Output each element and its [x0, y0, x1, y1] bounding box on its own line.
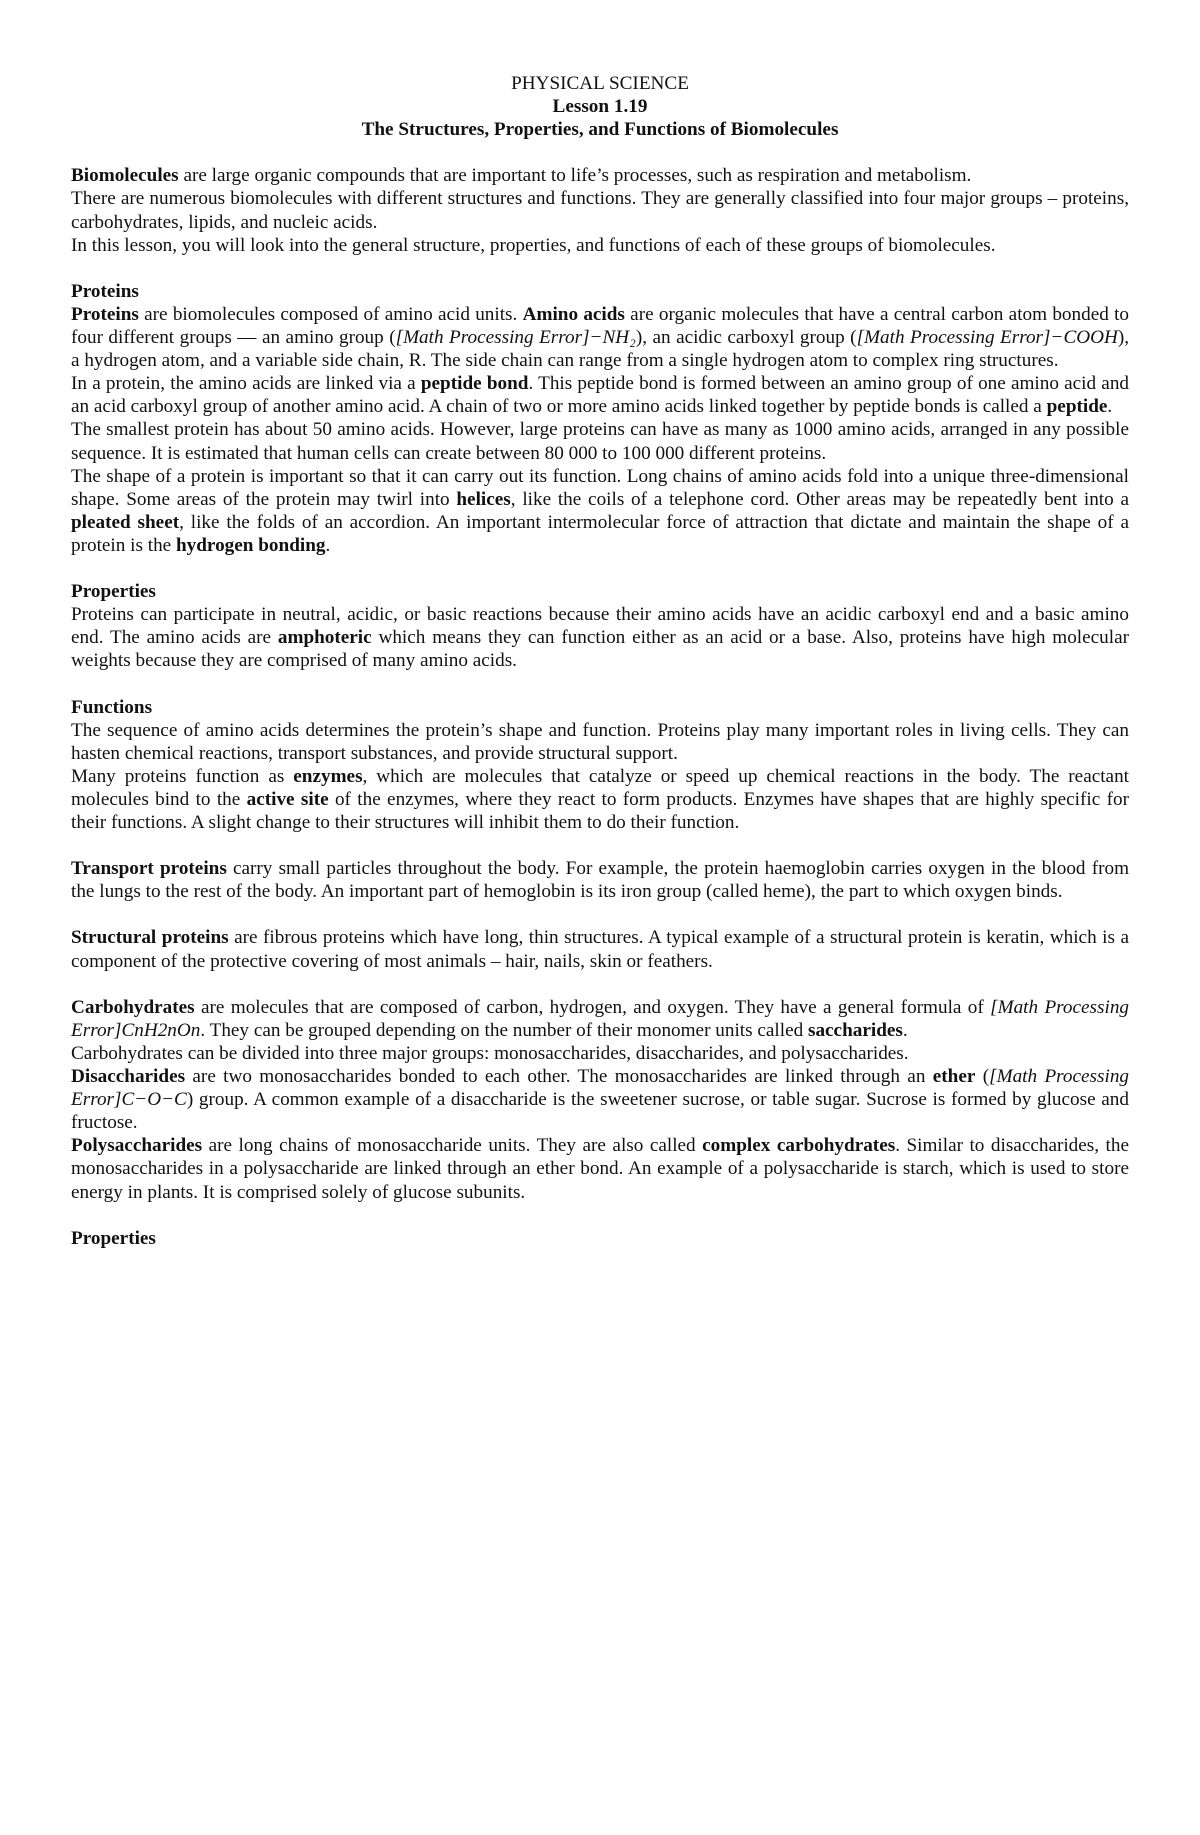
math-error-amino: [Math Processing Error]−NH₂ — [395, 327, 636, 349]
disaccharides-paragraph: Disaccharides are two monosaccharides bonded to each other. The monosaccharides are linked through an ether ([Math Processing Error]C−O−C) group. A common example of a disaccharide is the sweetener sucrose, or table sugar. Sucrose is formed by glucose and fructose. — [71, 1066, 1130, 1134]
intro-paragraph-2: There are numerous biomolecules with different structures and functions. They are generally classified into four major groups – proteins, carbohydrates, lipids, and nucleic acids. — [71, 188, 1129, 233]
transport-proteins-paragraph: Transport proteins carry small particles throughout the body. For example, the protein haemoglobin carries oxygen in the blood from the lungs to the rest of the body. An important part of hemoglobin is its iron group (called heme), the part to which oxygen binds. — [71, 858, 1129, 903]
carbohydrates-paragraph-2: Carbohydrates can be divided into three major groups: monosaccharides, disaccharides, and polysaccharides. — [71, 1042, 909, 1064]
math-error-ether: [Math Processing Error]C−O−C — [71, 1066, 1130, 1111]
intro-paragraph-3: In this lesson, you will look into the general structure, properties, and functions of each of these groups of biomolecules. — [71, 234, 996, 256]
proteins-paragraph-3: The smallest protein has about 50 amino acids. However, large proteins can have as many as 1000 amino acids, arranged in any possible sequence. It is estimated that human cells can create between 80 000 to 100 000 different proteins. — [71, 419, 1129, 464]
subject-title: PHYSICAL SCIENCE — [511, 73, 689, 94]
section-heading-functions: Functions — [71, 696, 153, 718]
section-heading-properties: Properties — [71, 581, 156, 603]
math-error-carboxyl: [Math Processing Error]−COOH — [856, 327, 1118, 349]
term-biomolecules: Biomolecules — [71, 165, 179, 187]
polysaccharides-paragraph: Polysaccharides are long chains of monosaccharide units. They are also called complex carbohydrates. Similar to disaccharides, the monosaccharides in a polysaccharide are linked through an ether bond. An example of a polysaccharide is starch, which is used to store energy in plants. It is comprised solely of glucose subunits. — [71, 1135, 1129, 1203]
carbohydrates-paragraph-1: Carbohydrates are molecules that are composed of carbon, hydrogen, and oxygen. They have a general formula of [Math Processing Error]CnH2nOn. They can be grouped depending on the number of their monomer units called saccharides. — [71, 996, 1130, 1041]
proteins-paragraph-4: The shape of a protein is important so that it can carry out its function. Long chains of amino acids fold into a unique three-dimensional shape. Some areas of the protein may twirl into helices, like the coils of a telephone cord. Other areas may be repeatedly bent into a pleated sheet, like the folds of an accordion. An important intermolecular force of attraction that dictate and maintain the shape of a protein is the hydrogen bonding. — [71, 465, 1130, 556]
intro-paragraph-1: Biomolecules are large organic compounds that are important to life’s processes, such as respiration and metabolism. — [71, 165, 972, 187]
properties-paragraph: Proteins can participate in neutral, acidic, or basic reactions because their amino acids have an acidic carboxyl end and a basic amino end. The amino acids are amphoteric which means they can function either as an acid or a base. Also, proteins have high molecular weights because they are comprised of many amino acids. — [71, 604, 1129, 672]
section-heading-carbohydrate-properties: Properties — [71, 1227, 156, 1249]
functions-paragraph-2: Many proteins function as enzymes, which are molecules that catalyze or speed up chemical reactions in the body. The reactant molecules bind to the active site of the enzymes, where they react to form products. Enzymes have shapes that are highly specific for their functions. A slight change to their structures will inhibit them to do their function. — [71, 765, 1129, 833]
structural-proteins-paragraph: Structural proteins are fibrous proteins which have long, thin structures. A typical example of a structural protein is keratin, which is a component of the protective covering of most animals – hair, nails, skin or feathers. — [71, 927, 1129, 972]
document-header — [71, 72, 1129, 141]
math-error-formula: [Math Processing Error]CnH2nOn — [71, 996, 1130, 1041]
lesson-number: Lesson 1.19 — [552, 96, 648, 118]
proteins-paragraph-1: Proteins are biomolecules composed of amino acid units. Amino acids are organic molecules that have a central carbon atom bonded to four different groups — an amino group ([Math Processing Error]−NH₂), an acidic carboxyl group ([Math Processing Error]−COOH), a hydrogen atom, and a variable side chain, R. The side chain can range from a single hydrogen atom to complex ring structures. — [71, 303, 1130, 372]
proteins-paragraph-2: In a protein, the amino acids are linked via a peptide bond. This peptide bond is formed between an amino group of one amino acid and an acid carboxyl group of another amino acid. A chain of two or more amino acids linked together by peptide bonds is called a peptide. — [71, 373, 1130, 418]
lesson-title: The Structures, Properties, and Functions of Biomolecules — [361, 119, 839, 141]
section-heading-proteins: Proteins — [71, 280, 139, 302]
functions-paragraph-1: The sequence of amino acids determines the protein’s shape and function. Proteins play many important roles in living cells. They can hasten chemical reactions, transport substances, and provide structural support. — [71, 719, 1129, 764]
